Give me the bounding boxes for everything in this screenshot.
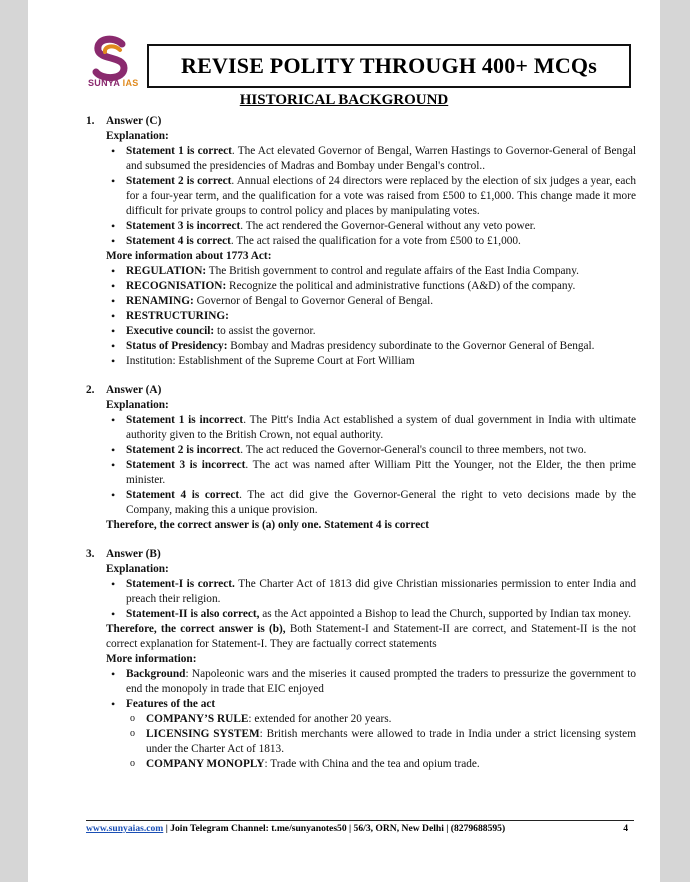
brand-name: SUNYA IAS [88,78,139,88]
list-item: • Statement 2 is incorrect. The act reduced the Governor-General's council to three members, not two. [106,443,636,458]
statement-list [106,577,636,622]
list-item: o COMPANY MONOPLY: Trade with China and the tea and opium trade. [106,757,636,772]
page-title: REVISE POLITY THROUGH 400+ MCQs [147,44,631,88]
list-item: • REGULATION: The British government to control and regulate affairs of the East India Company. [106,264,636,279]
list-item: • Statement 3 is incorrect. The act rendered the Governor-General without any veto power. [106,219,636,234]
list-item: • Statement 4 is correct. The act did give the Governor-General the right to veto decisions made by the Company, making this a unique provision. [106,488,636,518]
explanation-label: Explanation: [106,399,169,411]
answer-2-heading: 2. Answer (A) [86,384,162,396]
list-item: • Status of Presidency: Bombay and Madras presidency subordinate to the Governor General of Bengal. [106,339,636,354]
list-item: o COMPANY’S RULE: extended for another 20 years. [106,712,636,727]
more-info-list [106,667,636,712]
list-item: • Statement 4 is correct. The act raised the qualification for a vote from £500 to £1,000. [106,234,636,249]
explanation-label: Explanation: [106,563,169,575]
list-item: • Institution: Establishment of the Supreme Court at Fort William [106,354,636,369]
footer-divider [86,820,634,821]
features-list [106,712,636,772]
list-item: • Statement-I is correct. The Charter Act of 1813 did give Christian missionaries permission to enter India and preach their religion. [106,577,636,607]
list-item: • Features of the act [106,697,636,712]
answer-3-heading: 3. Answer (B) [86,548,161,560]
statement-list [106,144,636,249]
list-item: • RENAMING: Governor of Bengal to Governor General of Bengal. [106,294,636,309]
list-item: • Background: Napoleonic wars and the miseries it caused prompted the traders to pressurize the government to end the monopoly in trade that EIC enjoyed [106,667,636,697]
explanation-label: Explanation: [106,130,169,142]
conclusion: Therefore, the correct answer is (a) only one. Statement 4 is correct [106,519,430,531]
answer-1-heading: 1. Answer (C) [86,115,162,127]
list-item: • Statement 1 is correct. The Act elevated Governor of Bengal, Warren Hastings to Governor-General of Bengal and subsumed the presidencies of Madras and Bombay under Bengal's control.. [106,144,636,174]
page-number: 4 [623,823,628,834]
main-content [86,114,637,772]
list-item: • Statement 2 is correct. Annual elections of 24 directors were replaced by the election of six judges a year, each for a four-year term, and the qualification for a vote was raised from £500 to £1,000. This change made it more difficult for private groups to control policy and places by manipulating votes. [106,174,636,219]
more-info-label: More information about 1773 Act: [106,250,272,262]
list-item: o LICENSING SYSTEM: British merchants were allowed to trade in India under a strict licensing system under the Charter Act of 1813. [106,727,636,757]
section-heading: HISTORICAL BACKGROUND [239,92,449,108]
document-page [28,0,660,882]
more-info-label: More information: [106,653,197,665]
footer [86,823,634,834]
more-info-list [106,264,636,369]
website-link[interactable]: www.sunyaias.com [86,823,164,834]
list-item: • Statement 3 is incorrect. The act was named after William Pitt the Younger, not the Elder, the then prime minister. [106,458,636,488]
list-item: • Statement 1 is incorrect. The Pitt's India Act established a system of dual government in India with ultimate authority given to the British Crown, not equal authority. [106,413,636,443]
sunya-s-logo-icon [86,34,136,84]
footer-details: | Join Telegram Channel: t.me/sunyanotes50 | 56/3, ORN, New Delhi | (8279688595) [165,823,506,834]
conclusion: Therefore, the correct answer is (b), Both Statement-I and Statement-II are correct, and Statement-II is the not correct explanation for Statement-I. They are factually correct statements [106,623,636,650]
list-item: • Executive council: to assist the governor. [106,324,636,339]
list-item: • RESTRUCTURING: [106,309,636,324]
list-item: • Statement-II is also correct, as the Act appointed a Bishop to lead the Church, supported by Indian tax money. [106,607,636,622]
statement-list [106,413,636,518]
list-item: • RECOGNISATION: Recognize the political and administrative functions (A&D) of the company. [106,279,636,294]
